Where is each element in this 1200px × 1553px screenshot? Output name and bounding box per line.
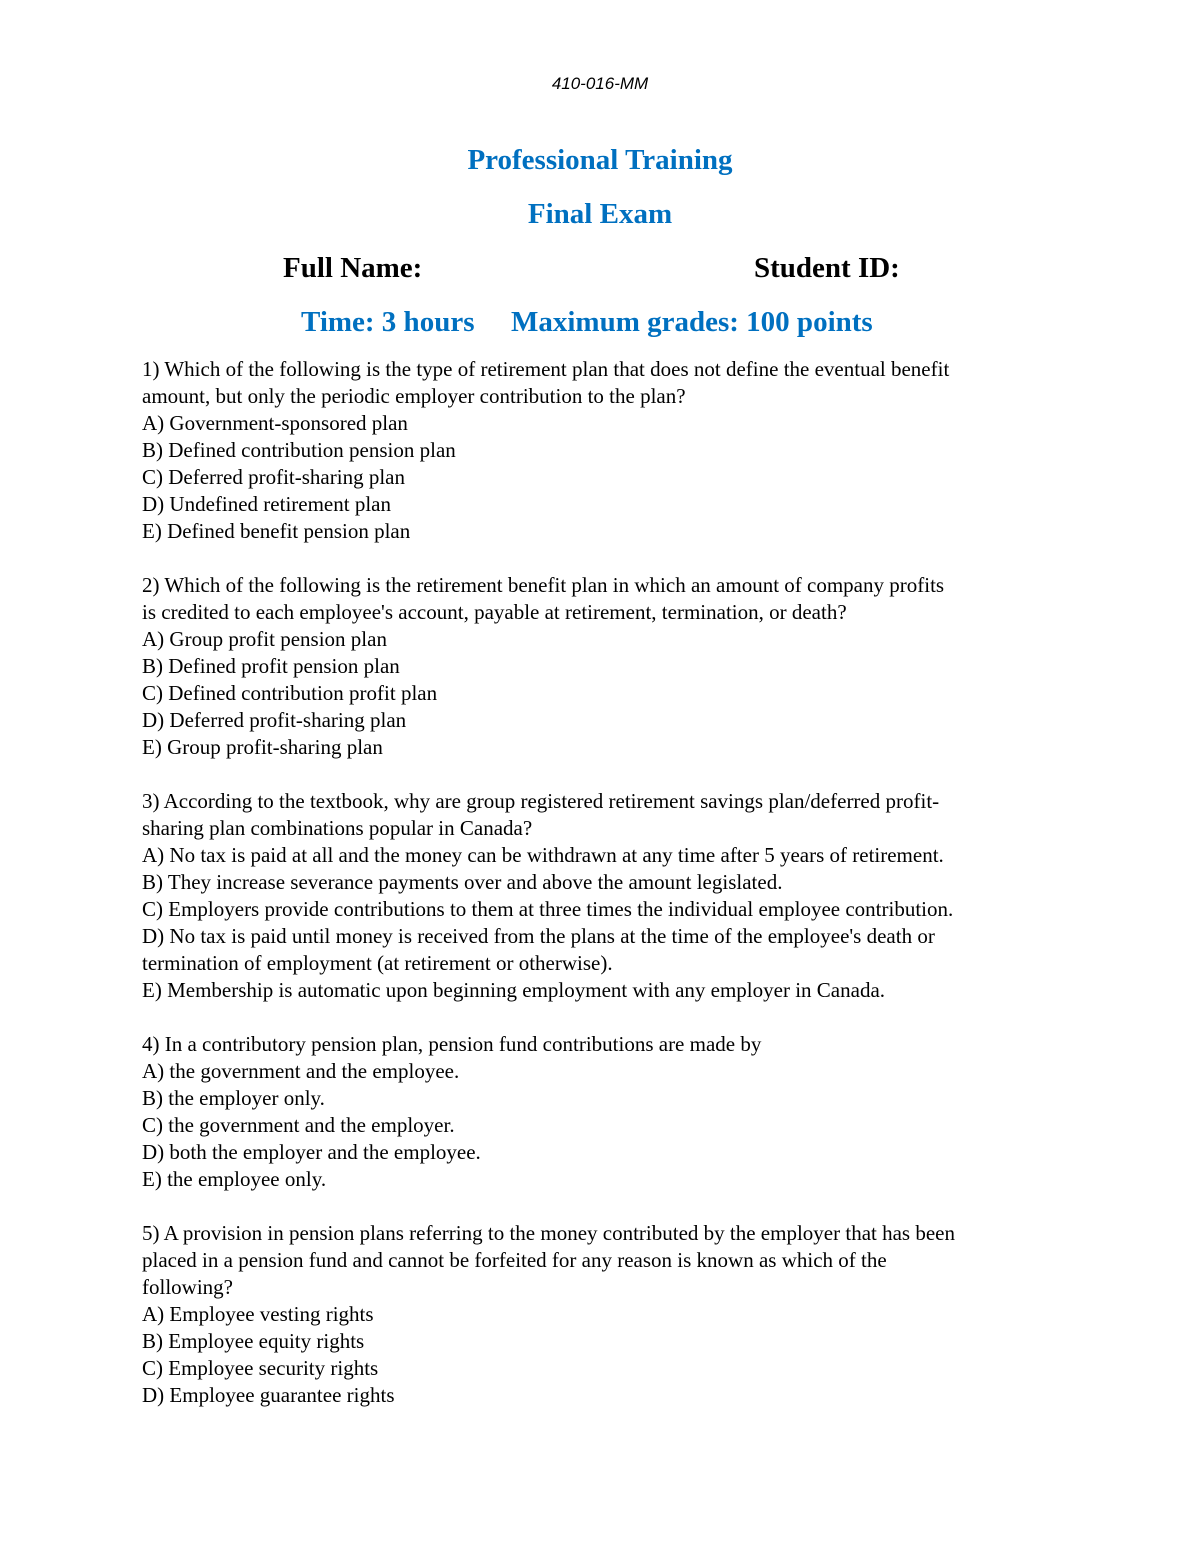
question-text-line: 5) A provision in pension plans referring to the money contributed by the employer that has been	[142, 1221, 955, 1245]
full-name-label: Full Name:	[283, 252, 423, 284]
student-id-label: Student ID:	[754, 252, 900, 284]
answer-option-a: A) Employee vesting rights	[142, 1302, 374, 1326]
question-text-line: is credited to each employee's account, payable at retirement, termination, or death?	[142, 600, 847, 624]
answer-option-d: D) Employee guarantee rights	[142, 1383, 395, 1407]
question-text-line: 1) Which of the following is the type of retirement plan that does not define the eventual benefit	[142, 357, 950, 381]
document-code: 410-016-MM	[551, 74, 649, 93]
answer-option-e: E) the employee only.	[142, 1167, 327, 1191]
answer-option-d: D) No tax is paid until money is received from the plans at the time of the employee's death or	[142, 924, 935, 948]
answer-option-b: B) Defined contribution pension plan	[142, 438, 456, 462]
question-text-line: sharing plan combinations popular in Canada?	[142, 816, 533, 840]
answer-option-c: C) Employers provide contributions to them at three times the individual employee contribution.	[142, 897, 954, 921]
question-text-line: 4) In a contributory pension plan, pension fund contributions are made by	[142, 1032, 762, 1056]
question-list	[142, 356, 1072, 1436]
question-5	[142, 1220, 1072, 1409]
question-text-line: 2) Which of the following is the retirement benefit plan in which an amount of company profits	[142, 573, 945, 597]
answer-option-e: E) Membership is automatic upon beginning employment with any employer in Canada.	[142, 978, 886, 1002]
question-text-line: amount, but only the periodic employer contribution to the plan?	[142, 384, 686, 408]
student-info-row	[0, 250, 1200, 286]
question-2	[142, 572, 1072, 761]
answer-option-d-continued: termination of employment (at retirement or otherwise).	[142, 951, 613, 975]
question-3	[142, 788, 1072, 1004]
answer-option-c: C) Employee security rights	[142, 1356, 379, 1380]
answer-option-c: C) Defined contribution profit plan	[142, 681, 438, 705]
answer-option-b: B) Defined profit pension plan	[142, 654, 400, 678]
answer-option-b: B) the employer only.	[142, 1086, 325, 1110]
answer-option-b: B) Employee equity rights	[142, 1329, 365, 1353]
time-label: Time: 3 hours	[301, 306, 475, 338]
answer-option-a: A) Group profit pension plan	[142, 627, 387, 651]
document-subtitle: Final Exam	[527, 198, 673, 230]
answer-option-a: A) Government-sponsored plan	[142, 411, 408, 435]
question-4	[142, 1031, 1072, 1193]
answer-option-b: B) They increase severance payments over and above the amount legislated.	[142, 870, 783, 894]
answer-option-a: A) the government and the employee.	[142, 1059, 460, 1083]
answer-option-e: E) Defined benefit pension plan	[142, 519, 411, 543]
question-text-line: 3) According to the textbook, why are group registered retirement savings plan/deferred profit-	[142, 789, 940, 813]
max-grades-label: Maximum grades: 100 points	[511, 306, 873, 338]
answer-option-a: A) No tax is paid at all and the money can be withdrawn at any time after 5 years of retirement.	[142, 843, 944, 867]
answer-option-d: D) Deferred profit-sharing plan	[142, 708, 407, 732]
question-text-line: following?	[142, 1275, 233, 1299]
answer-option-d: D) both the employer and the employee.	[142, 1140, 481, 1164]
answer-option-e: E) Group profit-sharing plan	[142, 735, 383, 759]
answer-option-d: D) Undefined retirement plan	[142, 492, 391, 516]
answer-option-c: C) Deferred profit-sharing plan	[142, 465, 405, 489]
document-title: Professional Training	[467, 144, 733, 176]
question-1	[142, 356, 1072, 545]
answer-option-c: C) the government and the employer.	[142, 1113, 455, 1137]
exam-info-row	[0, 304, 1200, 340]
question-text-line: placed in a pension fund and cannot be forfeited for any reason is known as which of the	[142, 1248, 887, 1272]
